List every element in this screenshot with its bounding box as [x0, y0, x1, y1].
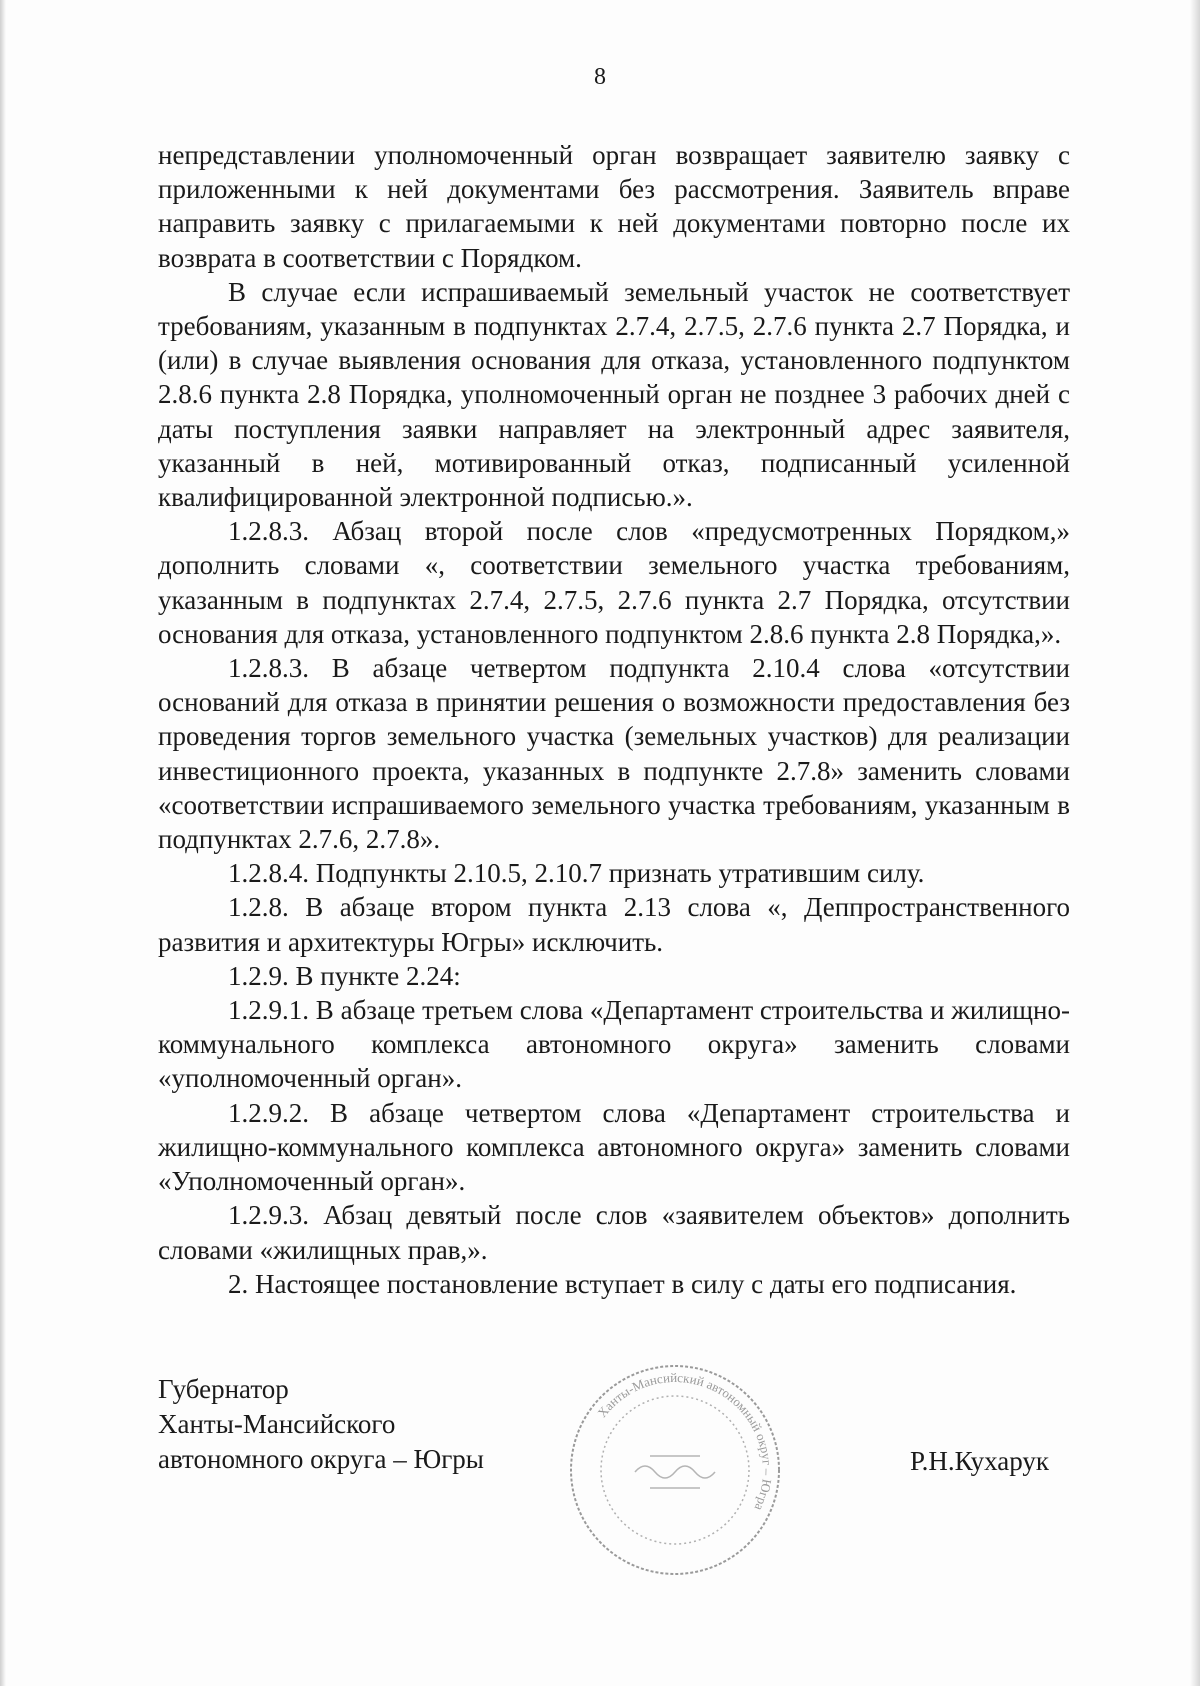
seal-emblem — [635, 1456, 715, 1488]
paragraph-1-2-9-2: 1.2.9.2. В абзаце четвертом слова «Департамент строительства и жилищно-коммунального комплекса автономного округа» заменить словами «Уполномоченный орган». — [158, 1097, 1070, 1197]
signatory-name: Р.Н.Кухарук — [910, 1446, 1050, 1476]
paragraph-1-2-8-4: 1.2.8.4. Подпункты 2.10.5, 2.10.7 признать утратившим силу. — [228, 858, 925, 889]
signatory-title — [158, 1372, 484, 1477]
seal-inner-ring — [601, 1396, 749, 1544]
paragraph-continuation: непредставлении уполномоченный орган возвращает заявителю заявку с приложенными к ней документами без рассмотрения. Заявитель вправе направить заявку с прилагаемыми к ней документами повторно после их возврата в соответствии с Порядком. — [158, 140, 1070, 273]
paragraph-1-2-9: 1.2.9. В пункте 2.24: — [228, 960, 461, 991]
seal-outer-ring — [571, 1366, 779, 1574]
paragraph-1-2-8-3-b: 1.2.8.3. В абзаце четвертом подпункта 2.10.4 слова «отсутствии оснований для отказа в принятии решения о возможности предоставления без проведения торгов земельного участка (земельных участков) для реализации инвестиционного проекта, указанных в подпункте 2.7.8» заменить словами «соответствии испрашиваемого земельного участка требованиям, указанным в подпунктах 2.7.6, 2.7.8». — [158, 653, 1070, 855]
official-seal-stamp — [565, 1360, 785, 1580]
page-number: 8 — [594, 64, 606, 90]
document-body — [158, 138, 1070, 1301]
scan-edge-right — [1190, 0, 1200, 1686]
signatory-title-line: Ханты-Мансийского — [158, 1409, 396, 1439]
seal-ring-text: Ханты-Мансийский автономный округ – Югра — [594, 1369, 776, 1514]
paragraph-effective-date: 2. Настоящее постановление вступает в силу с даты его подписания. — [228, 1268, 1017, 1299]
signatory-title-line: Губернатор — [158, 1374, 289, 1404]
paragraph-1-2-9-3: 1.2.9.3. Абзац девятый после слов «заявителем объектов» дополнить словами «жилищных прав,». — [158, 1200, 1070, 1265]
paragraph-1-2-9-1: 1.2.9.1. В абзаце третьем слова «Департамент строительства и жилищно-коммунального комплекса автономного округа» заменить словами «уполномоченный орган». — [158, 995, 1070, 1094]
paragraph-1-2-8-3-a: 1.2.8.3. Абзац второй после слов «предусмотренных Порядком,» дополнить словами «, соответствии земельного участка требованиям, указанным в подпунктах 2.7.4, 2.7.5, 2.7.6 пункта 2.7 Порядка, отсутствии основания для отказа, установленного подпунктом 2.8.6 пункта 2.8 Порядка,». — [158, 516, 1070, 649]
signatory-title-line: автономного округа – Югры — [158, 1444, 484, 1474]
scan-edge-left — [0, 0, 6, 1686]
paragraph-refusal-case: В случае если испрашиваемый земельный участок не соответствует требованиям, указанным в подпунктах 2.7.4, 2.7.5, 2.7.6 пункта 2.7 Порядка, и (или) в случае выявления основания для отказа, установленного подпунктом 2.8.6 пункта 2.8 Порядка, уполномоченный орган не позднее 3 рабочих дней с даты поступления заявки направляет на электронный адрес заявителя, указанный в ней, мотивированный отказ, подписанный усиленной квалифицированной электронной подписью.». — [158, 276, 1070, 513]
paragraph-1-2-8: 1.2.8. В абзаце втором пункта 2.13 слова «, Деппространственного развития и архитектуры Югры» исключить. — [158, 892, 1070, 957]
